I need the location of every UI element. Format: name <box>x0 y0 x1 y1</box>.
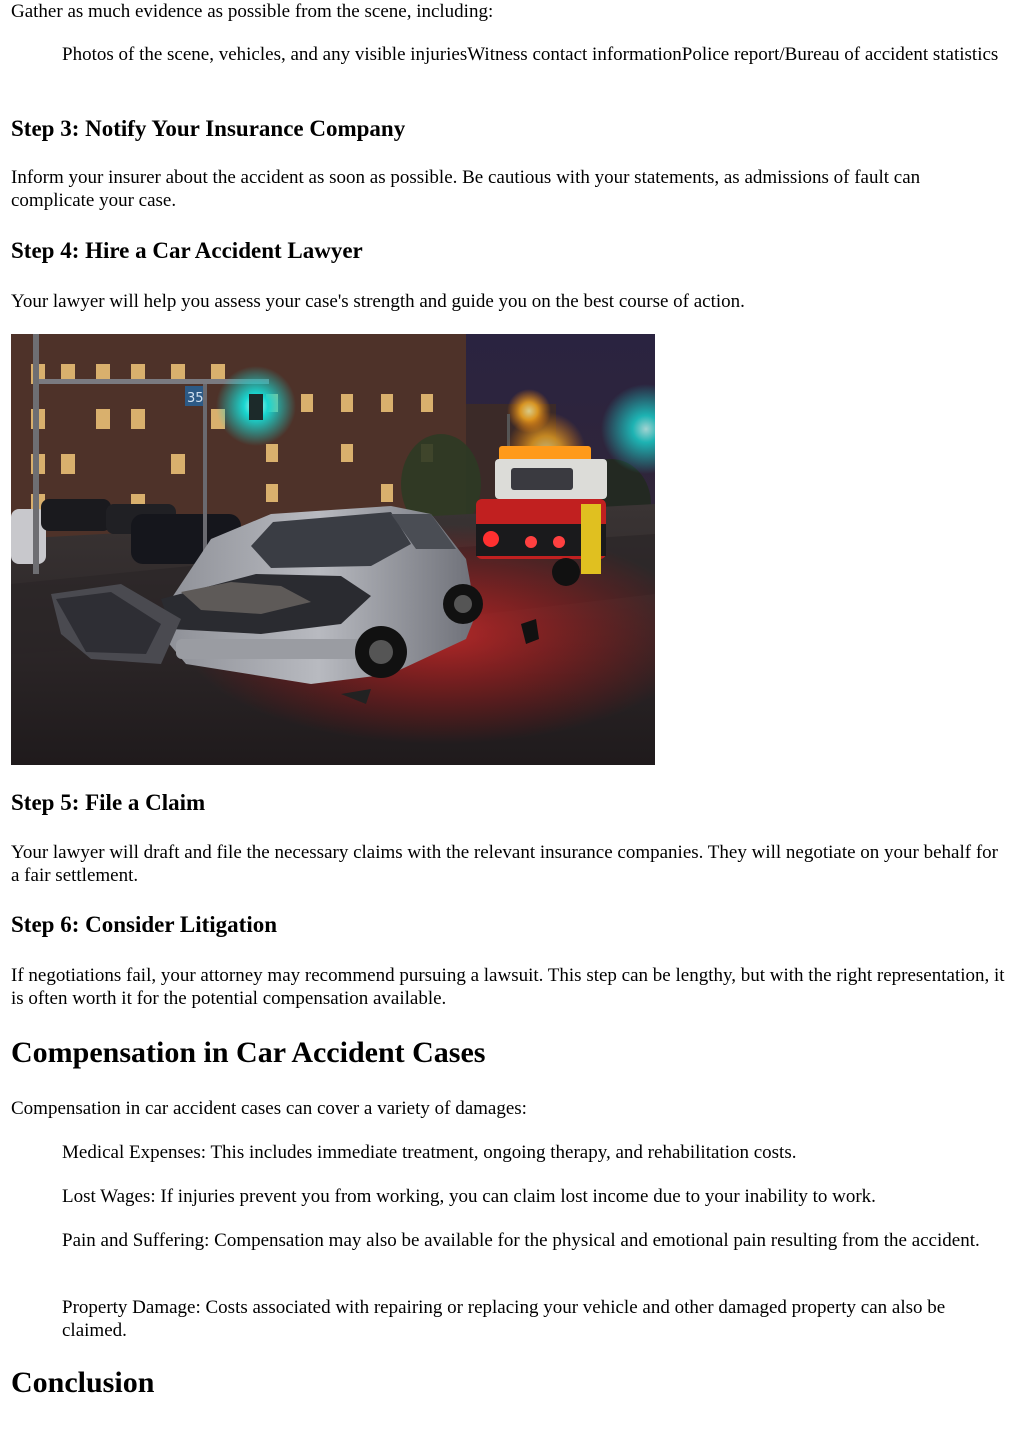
step6-paragraph: If negotiations fail, your attorney may recommend pursuing a lawsuit. This step can be lengthy, but with the right representation, it is often worth it for the potential compensation available. <box>11 965 1005 1009</box>
intro-paragraph: Gather as much evidence as possible from the scene, including: <box>11 1 494 22</box>
compensation-heading: Compensation in Car Accident Cases <box>11 1036 486 1069</box>
step4-paragraph: Your lawyer will help you assess your case's strength and guide you on the best course of action. <box>11 291 745 312</box>
compensation-item-medical: Medical Expenses: This includes immediate treatment, ongoing therapy, and rehabilitation costs. <box>62 1142 797 1163</box>
compensation-item-pain: Pain and Suffering: Compensation may also be available for the physical and emotional pain resulting from the accident. <box>62 1230 980 1251</box>
step3-paragraph: Inform your insurer about the accident as soon as possible. Be cautious with your statements, as admissions of fault can complicate your case. <box>11 167 921 211</box>
compensation-intro: Compensation in car accident cases can cover a variety of damages: <box>11 1098 527 1119</box>
step5-heading: Step 5: File a Claim <box>11 790 206 815</box>
step5-paragraph: Your lawyer will draft and file the necessary claims with the relevant insurance companies. They will negotiate on your behalf for a fair settlement. <box>11 842 998 886</box>
step6-heading: Step 6: Consider Litigation <box>11 912 278 937</box>
step4-heading: Step 4: Hire a Car Accident Lawyer <box>11 238 363 263</box>
street-sign-text: 35 <box>187 391 204 406</box>
car-accident-photo <box>11 334 655 765</box>
conclusion-heading: Conclusion <box>11 1366 155 1399</box>
compensation-item-wages: Lost Wages: If injuries prevent you from working, you can claim lost income due to your inability to work. <box>62 1186 876 1207</box>
compensation-item-property: Property Damage: Costs associated with repairing or replacing your vehicle and other damaged property can also be claimed. <box>62 1297 946 1341</box>
evidence-list: Photos of the scene, vehicles, and any visible injuriesWitness contact informationPolice report/Bureau of accident statistics <box>62 44 999 65</box>
step3-heading: Step 3: Notify Your Insurance Company <box>11 116 406 141</box>
